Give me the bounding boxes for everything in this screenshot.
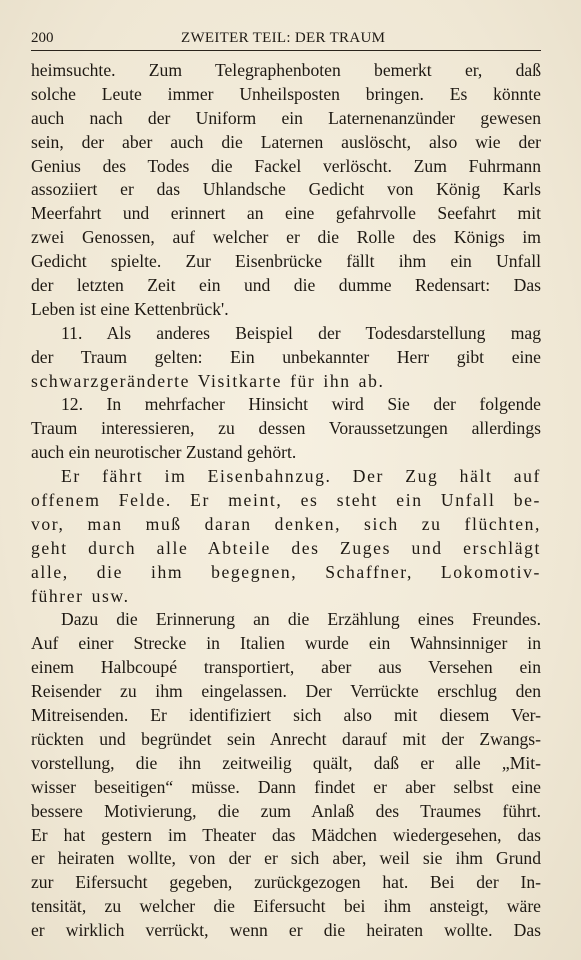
text-line: Meerfahrt und erinnert an eine gefahrvolle Seefahrt mit <box>31 203 541 224</box>
text-line: offenem Felde. Er meint, es steht ein Unfall be- <box>31 490 541 511</box>
header-rule <box>31 50 541 51</box>
text-line: führer usw. <box>31 585 130 606</box>
text-line: Leben ist eine Kettenbrück'. <box>31 298 229 319</box>
text-line: Gedicht spielte. Zur Eisenbrücke fällt ihm ein Unfall <box>31 251 541 272</box>
page-number: 200 <box>31 30 54 46</box>
body-text <box>31 59 541 943</box>
text-line: er heiraten wollte, von der er sich aber, weil sie ihm Grund <box>31 848 541 869</box>
text-line: Mitreisenden. Er identifiziert sich also mit diesem Ver- <box>31 705 541 726</box>
page-header <box>31 30 541 50</box>
text-line: wisser beseitigen“ müsse. Dann findet er aber selbst eine <box>31 776 541 797</box>
text-line: er wirklich verrückt, wenn er die heiraten wollte. Das <box>31 920 541 941</box>
text-line: Genius des Todes die Fackel verlöscht. Zum Fuhrmann <box>31 155 541 176</box>
text-line: rückten und begründet sein Anrecht darauf mit der Zwangs- <box>31 728 541 749</box>
text-line: 11. Als anderes Beispiel der Todesdarstellung mag <box>61 322 541 343</box>
text-line: schwarzgeränderte Visitkarte für ihn ab. <box>31 370 385 391</box>
text-line: vorstellung, die ihn zeitweilig quält, daß er alle „Mit- <box>31 752 541 773</box>
text-line: solche Leute immer Unheilsposten bringen. Es könnte <box>31 83 541 104</box>
text-line: sein, der aber auch die Laternen auslöscht, also wie der <box>31 131 541 152</box>
text-line: Reisender zu ihm eingelassen. Der Verrückte erschlug den <box>31 681 541 702</box>
text-line: auch nach der Uniform ein Laternenanzünder gewesen <box>31 107 541 128</box>
text-line: assoziiert er das Uhlandsche Gedicht von König Karls <box>31 179 541 200</box>
text-line: vor, man muß daran denken, sich zu flüchten, <box>31 513 541 534</box>
text-line: Dazu die Erinnerung an die Erzählung eines Freundes. <box>61 609 541 630</box>
text-line: Er fährt im Eisenbahnzug. Der Zug hält auf <box>61 466 541 487</box>
text-line: Er hat gestern im Theater das Mädchen wiedergesehen, das <box>31 824 541 845</box>
text-line: auch ein neurotischer Zustand gehört. <box>31 442 297 463</box>
text-line: bessere Motivierung, die zum Anlaß des Traumes führt. <box>31 800 541 821</box>
text-line: zwei Genossen, auf welcher er die Rolle des Königs im <box>31 227 541 248</box>
text-line: zur Eifersucht gegeben, zurückgezogen hat. Bei der In- <box>31 872 541 893</box>
text-line: der Traum gelten: Ein unbekannter Herr gibt eine <box>31 346 541 367</box>
text-line: alle, die ihm begegnen, Schaffner, Lokomotiv- <box>31 561 541 582</box>
text-line: 12. In mehrfacher Hinsicht wird Sie der folgende <box>61 394 541 415</box>
text-line: einem Halbcoupé transportiert, aber aus Versehen ein <box>31 657 541 678</box>
text-line: geht durch alle Abteile des Zuges und erschlägt <box>31 537 541 558</box>
text-line: tensität, zu welcher die Eifersucht bei ihm ansteigt, wäre <box>31 896 541 917</box>
text-line: Auf einer Strecke in Italien wurde ein Wahnsinniger in <box>31 633 541 654</box>
text-line: heimsuchte. Zum Telegraphenboten bemerkt er, daß <box>31 60 541 80</box>
running-head: ZWEITER TEIL: DER TRAUM <box>181 30 386 46</box>
text-line: der letzten Zeit ein und die dumme Redensart: Das <box>31 275 541 296</box>
text-line: Traum interessieren, zu dessen Voraussetzungen allerdings <box>31 418 541 439</box>
